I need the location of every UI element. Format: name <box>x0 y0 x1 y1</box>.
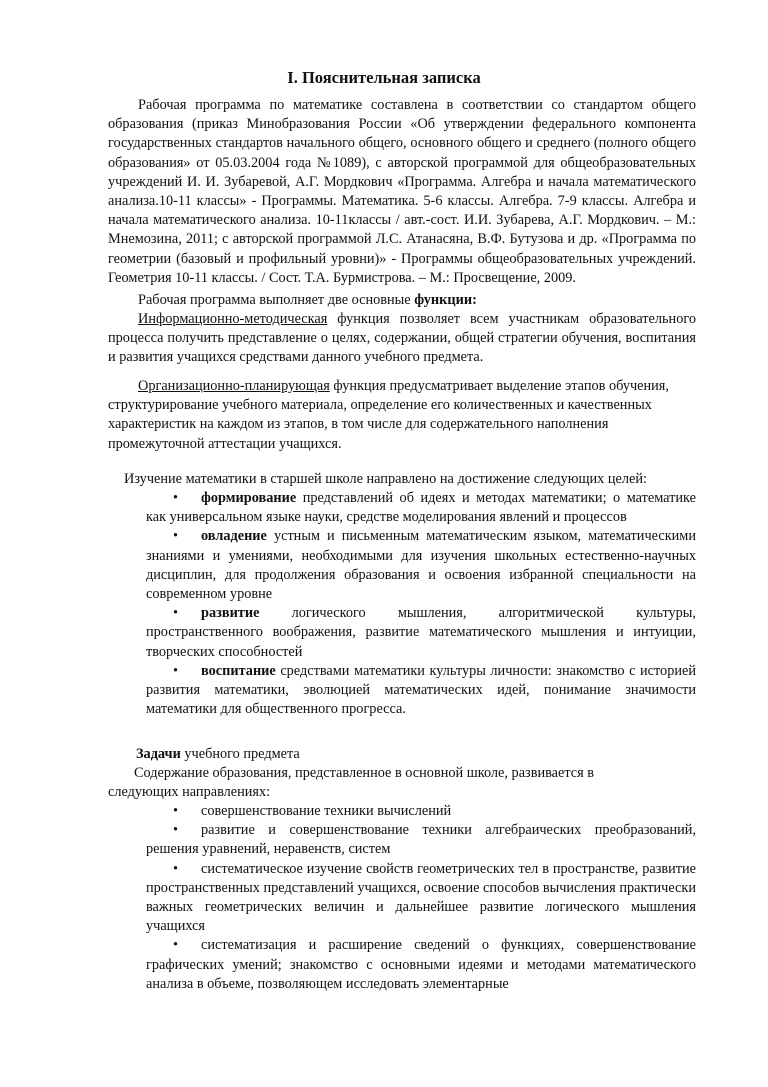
goal-term: развитие <box>201 605 260 622</box>
list-item <box>146 936 696 994</box>
page-title: I. Пояснительная записка <box>287 68 481 87</box>
goals-intro: Изучение математики в старшей школе направлено на достижение следующих целей: <box>124 471 647 487</box>
bullet-icon: • <box>173 803 179 819</box>
org-function-paragraph <box>108 377 688 454</box>
info-function-text: функция позволяет всем участникам образовательного процесса получить представление о целях, содержании, общей стратегии обучения, воспитания и развития учащихся средствами данного учебного предмета. <box>108 311 696 366</box>
tasks-heading <box>136 745 724 764</box>
task-text: совершенствование техники вычислений <box>201 803 452 819</box>
functions-bold: функции: <box>414 292 477 308</box>
org-function-term: Организационно-планирующая <box>138 378 330 394</box>
functions-paragraph <box>108 291 696 310</box>
goal-text: логического мышления, алгоритмической культуры, пространственного воображения, развитие математического мышления и интуиции, творческих способностей <box>146 605 696 660</box>
org-function-text: функция предусматривает выделение этапов обучения, структурирование учебного материала, определение его количественных и качественных характеристик на каждом из этапов, в том числе для содержательного наполнения промежуточной аттестации учащихся. <box>108 378 669 452</box>
tasks-intro-paragraph <box>108 764 658 802</box>
goal-text: средствами математики культуры личности: знакомство с историей развития математики, эволюцией математических идей, понимание значимости математики для общественного прогресса. <box>146 662 696 718</box>
task-text: систематизация и расширение сведений о функциях, совершенствование графических умений; знакомство с основными идеями и методами математического анализа в объеме, позволяющем исследовать элементарные <box>146 937 696 992</box>
list-item <box>146 860 696 937</box>
list-item <box>146 527 696 604</box>
task-text: систематическое изучение свойств геометрических тел в пространстве, развитие пространственных представлений учащихся, освоение способов вычисления практически важных геометрических величин и дальнейшее развитие логического мышления учащихся <box>146 860 696 935</box>
list-item <box>146 604 696 662</box>
tasks-list <box>146 802 696 994</box>
bullet-icon: • <box>173 662 179 679</box>
tasks-intro: Содержание образования, представленное в основной школе, развивается в следующих направлениях: <box>108 765 595 801</box>
intro-text: Рабочая программа по математике составлена в соответствии со стандартом общего образования (приказ Минобразования России «Об утверждении федерального компонента государственных стандартов начального общего, основного общего и среднего (полного общего образования» от 05.03.2004 года №1089), с авторской программой для общеобразовательных учреждений И. И. Зубаревой, А.Г. Мордкович «Программа. Алгебра и начала математического анализа.10-11 классы» - Программы. Математика. 5-6 классы. Алгебра. 7-9 классы. Алгебра и начала математического анализа. 10-11классы / авт.-сост. И.И. Зубарева, А.Г. Мордкович. – М.: Мнемозина, 2011; с авторской программой Л.С. Атанасяна, В.Ф. Бутузова и др. «Программа по геометрии (базовый и профильный уровни)» - Программы общеобразовательных учреждений. Геометрия 10-11 классы. / Сост. Т.А. Бурмистрова. – М.: Просвещение, 2009. <box>108 97 696 286</box>
tasks-heading-bold: Задачи <box>136 746 181 762</box>
list-item <box>146 489 696 527</box>
bullet-icon: • <box>173 822 179 839</box>
bullet-icon: • <box>173 605 179 622</box>
goal-term: овладение <box>201 528 267 545</box>
info-function-term: Информационно-методическая <box>138 311 328 327</box>
goal-text: представлений об идеях и методах математики; о математике как универсальном языке науки, средстве моделирования явлений и процессов <box>146 490 696 526</box>
goal-term: воспитание <box>201 662 276 679</box>
task-text: развитие и совершенствование техники алгебраических преобразований, решения уравнений, неравенств, систем <box>146 822 696 858</box>
list-item <box>146 662 696 720</box>
bullet-icon: • <box>173 528 179 545</box>
bullet-icon: • <box>173 860 179 877</box>
functions-text: Рабочая программа выполняет две основные <box>138 292 415 308</box>
info-function-paragraph <box>108 310 696 368</box>
bullet-icon: • <box>173 490 179 506</box>
goal-text: устным и письменным математическим языком, математическими знаниями и умениями, необходимыми для изучения школьных естественно-научных дисциплин, для продолжения образования и освоения избранной специальности на современном уровне <box>146 528 696 603</box>
goals-list <box>146 489 696 719</box>
tasks-heading-rest: учебного предмета <box>180 746 300 762</box>
list-item <box>146 821 696 859</box>
intro-paragraph <box>108 96 696 288</box>
goal-term: формирование <box>201 490 297 506</box>
list-item <box>146 802 696 821</box>
bullet-icon: • <box>173 937 179 954</box>
